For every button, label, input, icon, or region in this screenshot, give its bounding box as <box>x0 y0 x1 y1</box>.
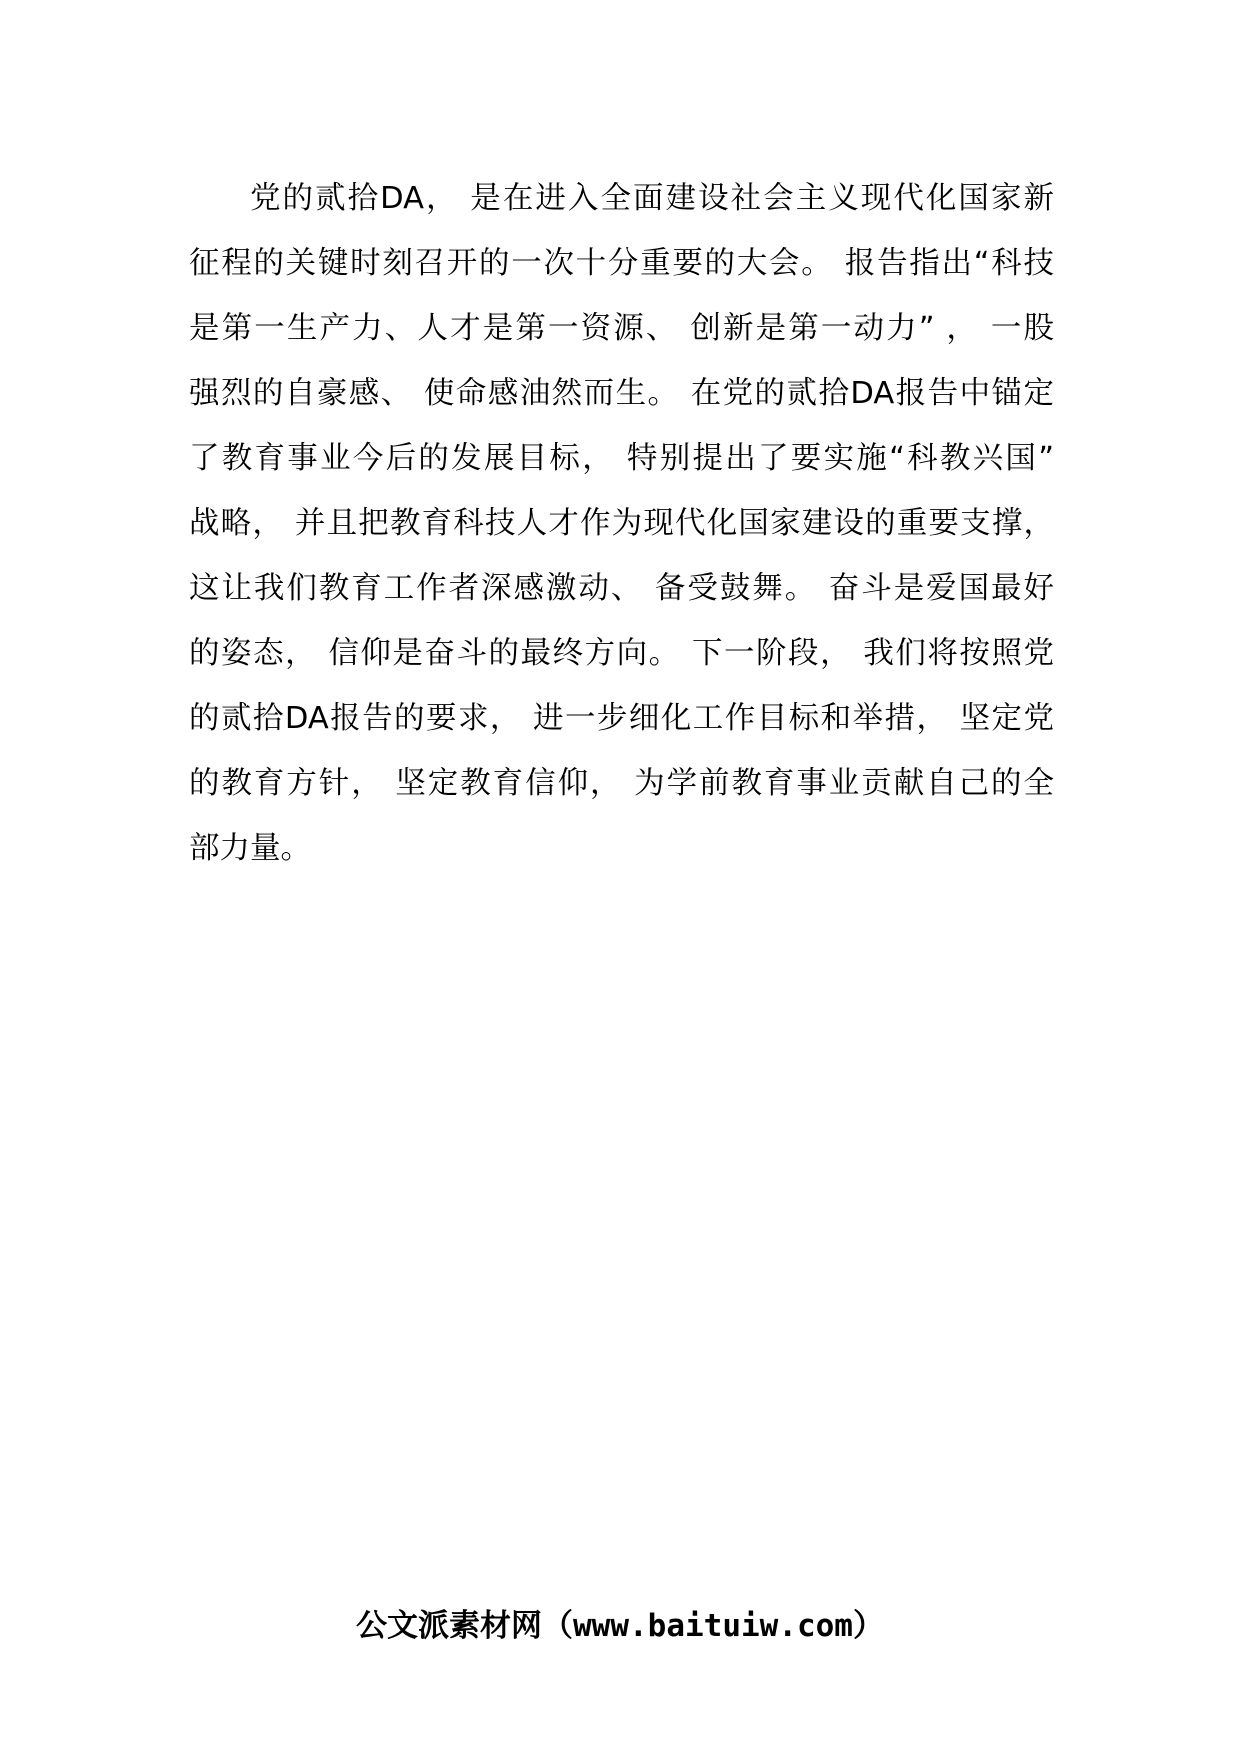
paragraph-line: 是第一生产力、人才是第一资源、 创新是第一动力” ， 一股 <box>189 311 1054 346</box>
paragraph-line: 这让我们教育工作者深感激动、 备受鼓舞。 奋斗是爱国最好 <box>189 571 1054 606</box>
paragraph-line: 征程的关键时刻召开的一次十分重要的大会。 报告指出“科技 <box>189 246 1054 281</box>
paragraph-line: 部力量。 <box>189 831 311 866</box>
paragraph-line: 了教育事业今后的发展目标， 特别提出了要实施“科教兴国” <box>189 441 1054 476</box>
paragraph-line: 战略， 并且把教育科技人才作为现代化国家建设的重要支撑， <box>189 506 1054 541</box>
paragraph-line: 的教育方针， 坚定教育信仰， 为学前教育事业贡献自己的全 <box>189 766 1054 801</box>
paragraph-line: 党的贰拾DA， 是在进入全面建设社会主义现代化国家新 <box>250 181 1054 216</box>
paragraph-line: 的姿态， 信仰是奋斗的最终方向。 下一阶段， 我们将按照党 <box>189 636 1054 671</box>
body-paragraph <box>189 166 1054 881</box>
paragraph-line: 强烈的自豪感、 使命感油然而生。 在党的贰拾DA报告中锚定 <box>189 376 1054 411</box>
paragraph-line: 的贰拾DA报告的要求， 进一步细化工作目标和举措， 坚定党 <box>189 701 1054 736</box>
footer-source-note: 公文派素材网（www.baituiw.com） <box>356 1608 884 1644</box>
